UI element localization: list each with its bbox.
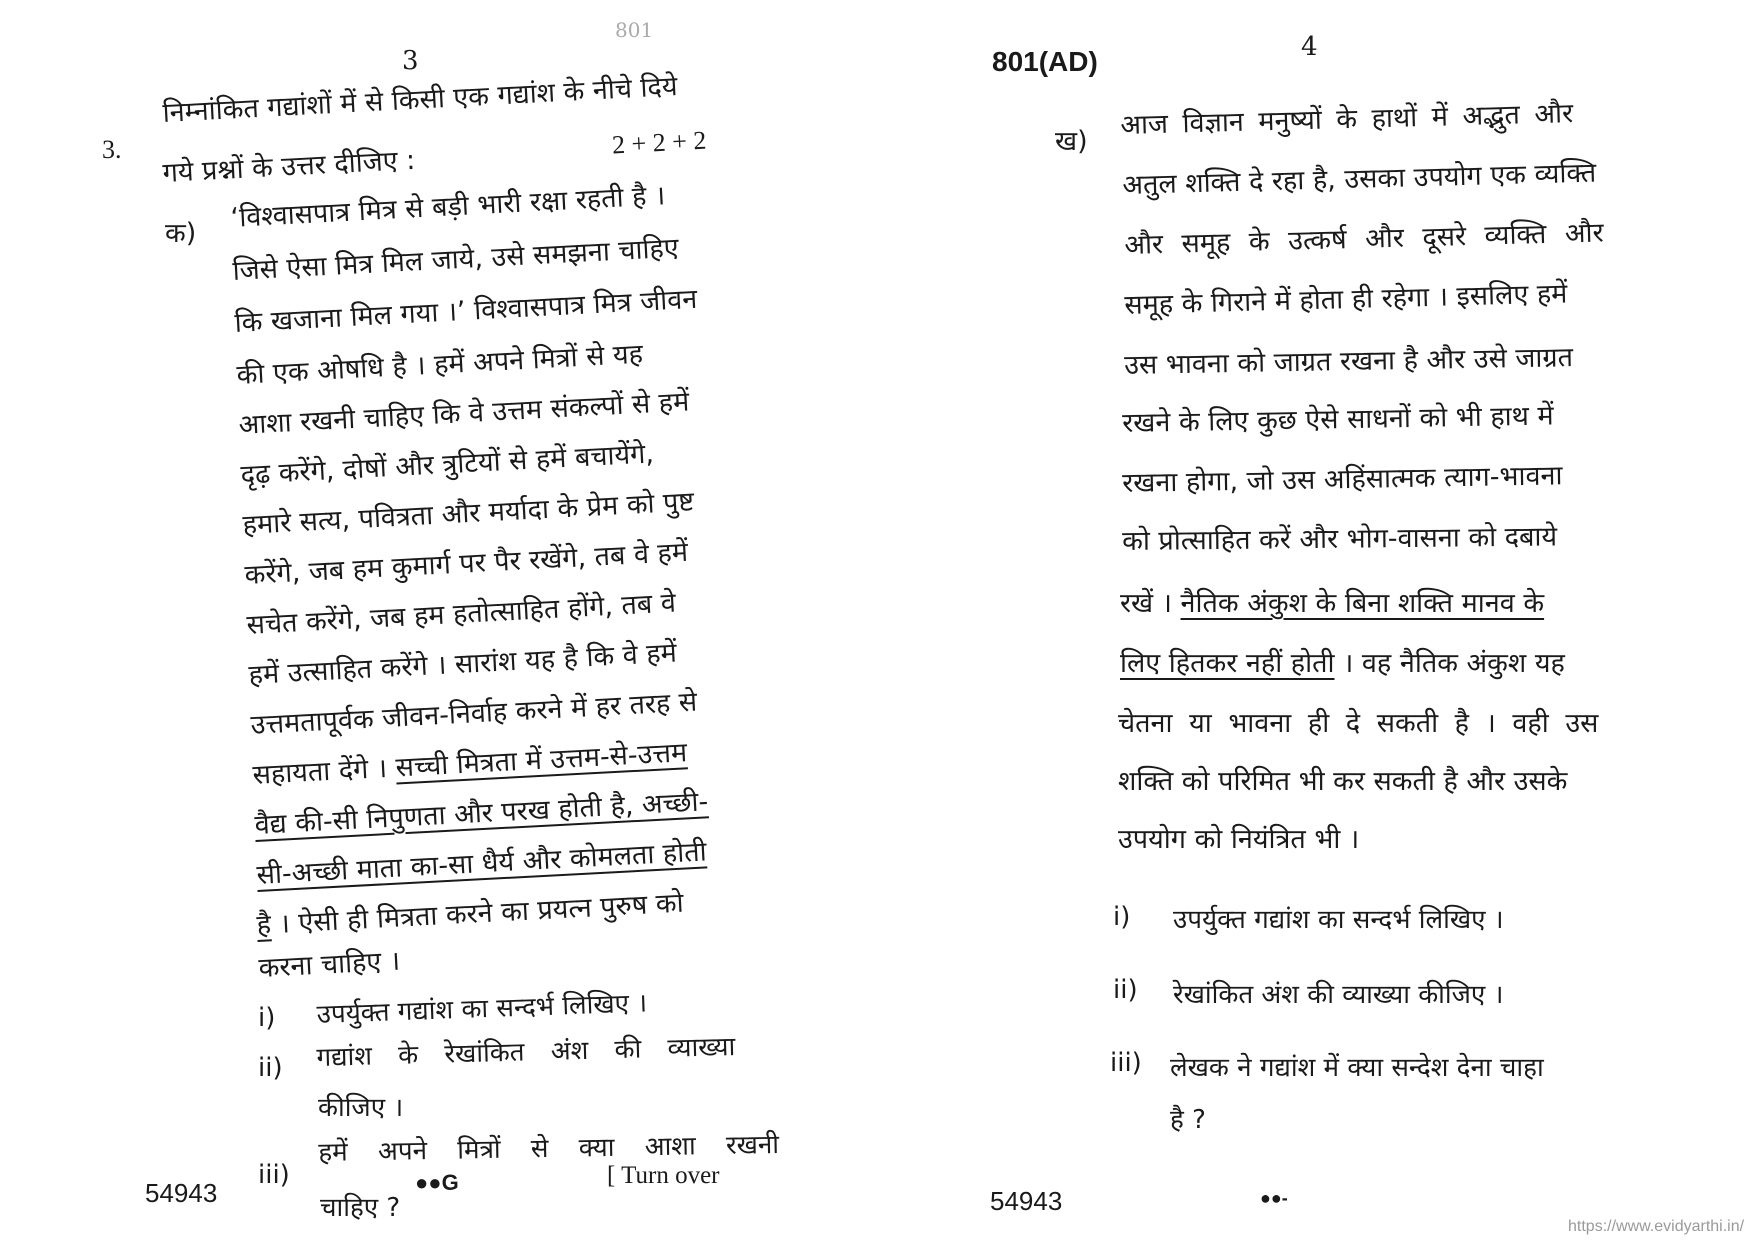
footer-mark: ●●- [1260,1188,1288,1208]
question-text-cont: चाहिए ? [320,1193,401,1223]
page-number: 4 [1301,32,1318,62]
question-num: iii) [258,1160,290,1190]
passage-line: रखने के लिए कुछ ऐसे साधनों को भी हाथ में [1121,400,1554,439]
passage-line: कि खजाना मिल गया ।’ विश्वासपात्र मित्र जीवन [233,283,698,339]
plain-text: सहायता देंगे । [251,752,397,791]
plain-text: । ऐसी ही मित्रता करने का प्रयत्न पुरुष को [270,887,685,941]
passage-line [1120,650,1565,677]
passage-line: ‘विश्वासपात्र मित्र से बड़ी भारी रक्षा रहती है । [229,180,667,234]
question-text: लेखक ने गद्यांश में क्या सन्देश देना चाहा [1170,1053,1544,1083]
question-number: 3. [102,135,122,164]
underlined-text: सच्ची मित्रता में उत्तम-से-उत्तम [394,737,688,784]
underlined-text: है [255,909,272,941]
passage-line: आज विज्ञान मनुष्यों के हाथों में अद्भुत और [1119,98,1574,141]
question-text: उपर्युक्त गद्यांश का सन्दर्भ लिखिए । [1173,905,1504,935]
underlined-text: लिए हितकर नहीं होती [1120,648,1335,679]
underlined-line: सी-अच्छी माता का-सा धैर्य और कोमलता होती [255,836,708,891]
passage-label: ख) [1055,126,1088,157]
question-text: रेखांकित अंश की व्याख्या कीजिए । [1173,980,1504,1010]
plain-text: रखें । [1120,588,1181,619]
footer-code: 54943 [145,1178,218,1208]
passage-line: उस भावना को जाग्रत रखना है और उसे जाग्रत [1123,342,1574,381]
passage-line: दृढ़ करेंगे, दोषों और त्रुटियों से हमें बचायेंगे, [239,438,655,491]
footer-mark: ●●G [415,1170,459,1195]
passage-label: क) [165,218,197,249]
question-num: iii) [1110,1048,1142,1078]
plain-text: । वह नैतिक अंकुश यह [1334,648,1565,679]
marks: 2 + 2 + 2 [611,125,707,160]
passage-line: और समूह के उत्कर्ष और दूसरे व्यक्ति और [1123,217,1604,261]
passage-line: करना चाहिए । [257,945,401,984]
question-text: गद्यांश के रेखांकित अंश की व्याख्या [316,1032,736,1073]
paper-code: 801(AD) [992,46,1098,77]
passage-line: की एक ओषधि है । हमें अपने मित्रों से यह [235,338,644,391]
passage-line: सचेत करेंगे, जब हम हतोत्साहित होंगे, तब वे [245,587,677,641]
passage-line: अतुल शक्ति दे रहा है, उसका उपयोग एक व्यक्ति [1121,157,1597,201]
passage-line [255,887,685,941]
watermark-url: https://www.evidyarthi.in/ [1568,1218,1745,1235]
instruction-line-1: निम्नांकित गद्यांशों में से किसी एक गद्यांश के नीचे दिये [161,71,679,129]
passage-line: उत्तमतापूर्वक जीवन-निर्वाह करने में हर तरह से [249,686,698,741]
question-text: हमें अपने मित्रों से क्या आशा रखनी [318,1129,780,1168]
passage-line: हमें उत्साहित करेंगे । सारांश यह है कि वे हमें [247,637,678,691]
passage-line: आशा रखनी चाहिए कि वे उत्तम संकल्पों से हमें [237,386,690,441]
underlined-line: वैद्य की-सी निपुणता और परख होती है, अच्छी- [253,786,709,841]
passage-line: शक्ति को परिमित भी कर सकती है और उसके [1118,766,1568,797]
passage-line: चेतना या भावना ही दे सकती है । वही उस [1118,708,1599,739]
question-text-cont: है ? [1170,1105,1206,1135]
page-number: 3 [402,46,419,76]
passage-line [252,739,688,789]
question-text-cont: कीजिए । [318,1093,404,1123]
passage-line [1120,590,1544,617]
passage-line: हमारे सत्य, पवित्रता और मर्यादा के प्रेम को पुष्ट [241,486,695,541]
passage-line: करेंगे, जब हम कुमार्ग पर पैर रखेंगे, तब वे हमें [243,536,689,591]
passage-line: उपयोग को नियंत्रित भी । [1118,824,1360,855]
question-text: उपर्युक्त गद्यांश का सन्दर्भ लिखिए । [316,988,648,1030]
question-num: ii) [1113,975,1138,1005]
passage-line: समूह के गिराने में होता ही रहेगा । इसलिए हमें [1123,278,1568,321]
footer-code: 54943 [990,1186,1063,1216]
question-num: i) [258,1003,276,1033]
instruction-line-2: गये प्रश्नों के उत्तर दीजिए : [161,144,417,189]
underlined-text: नैतिक अंकुश के बिना शक्ति मानव के [1180,588,1545,619]
passage-line: जिसे ऐसा मित्र मिल जाये, उसे समझना चाहिए [231,232,680,287]
question-num: ii) [258,1053,283,1083]
top-scribble: 801 [615,18,654,42]
passage-line: रखना होगा, जो उस अहिंसात्मक त्याग-भावना [1121,460,1563,499]
passage-line: को प्रोत्साहित करें और भोग-वासना को दबाये [1121,521,1558,557]
turn-over: [ Turn over [607,1162,720,1189]
question-num: i) [1113,902,1131,932]
